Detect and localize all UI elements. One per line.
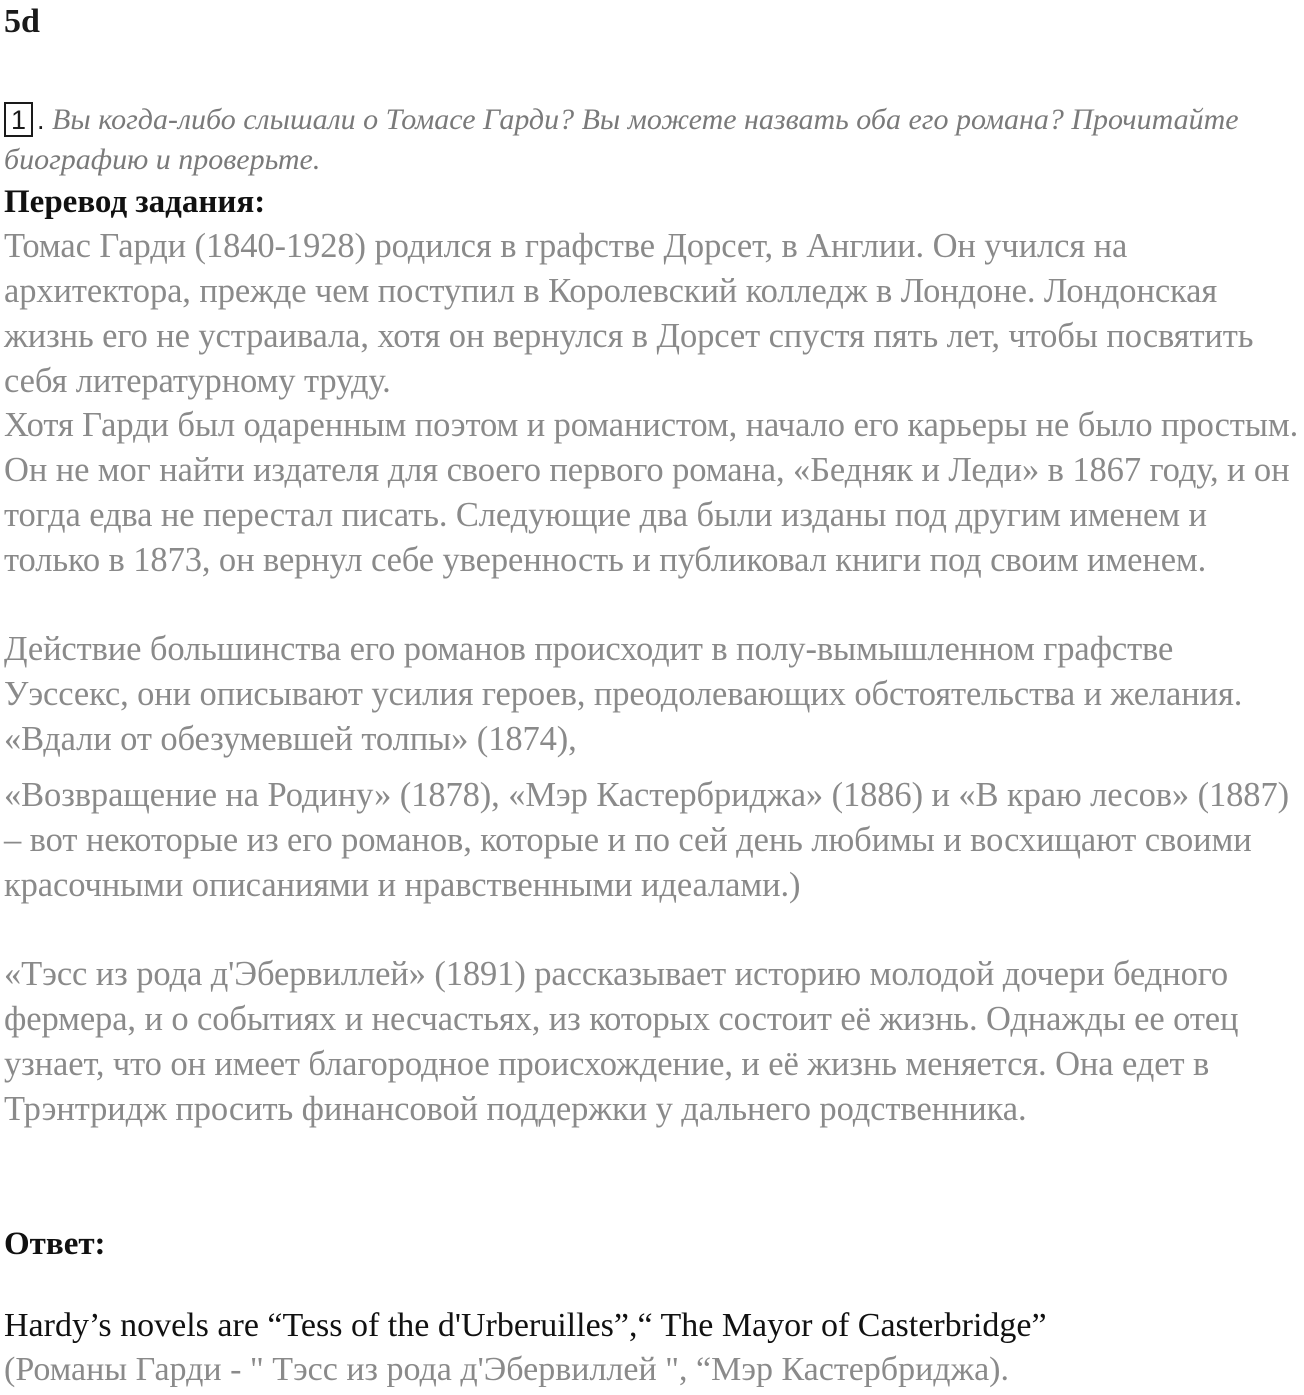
translation-heading: Перевод задания:: [4, 184, 266, 220]
task-instruction: Вы когда-либо слышали о Томасе Гарди? Вы можете назвать оба его романа? Прочитайте биографию и проверьте.: [4, 103, 1239, 176]
task-number-dot: .: [37, 105, 45, 135]
answer-heading: Ответ:: [4, 1226, 106, 1262]
task-prompt: [4, 100, 1294, 180]
translation-paragraph: «Возвращение на Родину» (1878), «Мэр Кастербриджа» (1886) и «В краю лесов» (1887) – вот некоторые из его романов, которые и по сей день любимы и восхищают своими красочными описаниями и нравственными идеалами.): [4, 776, 1289, 904]
answer-english-text: Hardy’s novels are “Tess of the d'Urberuilles”,“ The Mayor of Casterbridge”: [4, 1307, 1047, 1344]
translation-paragraph: «Тэсс из рода д'Эбервиллей» (1891) рассказывает историю молодой дочери бедного фермера, и о событиях и несчастьях, из которых состоит её жизнь. Однажды ее отец узнает, что он имеет благородное происхождение, и её жизнь меняется. Она едет в Трэнтридж просить финансовой поддержки у дальнего родственника.: [4, 955, 1239, 1128]
section-title: 5d: [4, 3, 40, 40]
translation-paragraph: Действие большинства его романов происходит в полу-вымышленном графстве Уэссекс, они описывают усилия героев, преодолевающих обстоятельства и желания. «Вдали от обезумевшей толпы» (1874),: [4, 630, 1243, 758]
answer-russian-text: (Романы Гарди - " Тэсс из рода д'Эбервиллей ", “Мэр Кастербриджа).: [4, 1351, 1010, 1388]
translation-paragraph: Хотя Гарди был одаренным поэтом и романистом, начало его карьеры не было простым. Он не мог найти издателя для своего первого романа, «Бедняк и Леди» в 1867 году, и он тогда едва не перестал писать. Следующие два были изданы под другим именем и только в 1873, он вернул себе уверенность и публиковал книги под своим именем.: [4, 406, 1299, 579]
translation-paragraph: Томас Гарди (1840-1928) родился в графстве Дорсет, в Англии. Он учился на архитектора, прежде чем поступил в Королевский колледж в Лондоне. Лондонская жизнь его не устраивала, хотя он вернулся в Дорсет спустя пять лет, чтобы посвятить себя литературному труду.: [4, 227, 1254, 400]
task-number-box: 1: [4, 102, 33, 137]
